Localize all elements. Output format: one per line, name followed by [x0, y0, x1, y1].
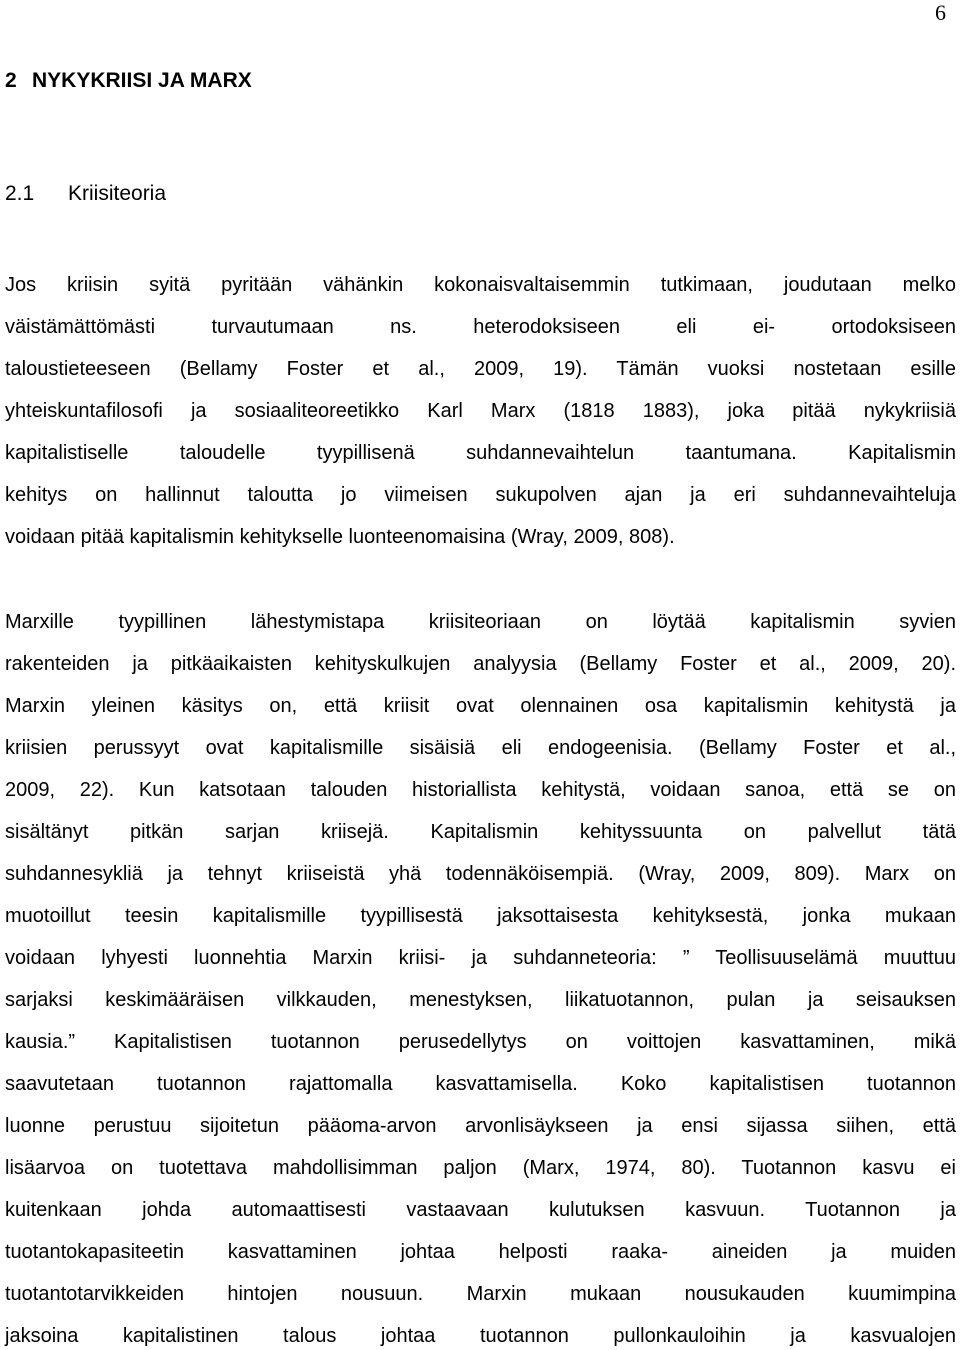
text-line: tuotantokapasiteetin kasvattaminen johtaa helposti raaka- aineiden ja muiden	[5, 1241, 956, 1263]
page-number: 6	[935, 0, 946, 25]
text-line: saavutetaan tuotannon rajattomalla kasvattamisella. Koko kapitalistisen tuotannon	[5, 1073, 956, 1095]
text-line: väistämättömästi turvautumaan ns. heterodoksiseen eli ei- ortodoksiseen	[5, 316, 956, 338]
text-line: kehitys on hallinnut taloutta jo viimeisen sukupolven ajan ja eri suhdannevaihteluja	[5, 484, 956, 506]
text-line: suhdannesykliä ja tehnyt kriiseistä yhä todennäköisempiä. (Wray, 2009, 809). Marx on	[5, 863, 956, 885]
text-line: yhteiskuntafilosofi ja sosiaaliteoreetikko Karl Marx (1818 1883), joka pitää nykykriisiä	[5, 400, 956, 422]
section-title: Kriisiteoria	[68, 182, 167, 205]
text-line: taloustieteeseen (Bellamy Foster et al., 2009, 19). Tämän vuoksi nostetaan esille	[5, 358, 956, 380]
text-line: sisältänyt pitkän sarjan kriisejä. Kapitalismin kehityssuunta on palvellut tätä	[5, 821, 956, 843]
text-line: voidaan pitää kapitalismin kehitykselle luonteenomaisina (Wray, 2009, 808).	[5, 526, 675, 548]
text-line: sarjaksi keskimääräisen vilkkauden, menestyksen, liikatuotannon, pulan ja seisauksen	[5, 989, 956, 1011]
text-line: Marxin yleinen käsitys on, että kriisit ovat olennainen osa kapitalismin kehitystä ja	[5, 695, 956, 717]
text-line: Jos kriisin syitä pyritään vähänkin kokonaisvaltaisemmin tutkimaan, joudutaan melko	[5, 274, 956, 296]
chapter-number: 2	[5, 69, 17, 92]
text-line: kuitenkaan johda automaattisesti vastaavaan kulutuksen kasvuun. Tuotannon ja	[5, 1199, 956, 1221]
text-line: kriisien perussyyt ovat kapitalismille sisäisiä eli endogeenisia. (Bellamy Foster et al.,	[5, 737, 956, 759]
text-line: tuotantotarvikkeiden hintojen nousuun. Marxin mukaan nousukauden kuumimpina	[5, 1283, 956, 1305]
chapter-title: NYKYKRIISI JA MARX	[32, 69, 252, 92]
text-line: voidaan lyhyesti luonnehtia Marxin kriisi- ja suhdanneteoria: ” Teollisuuselämä muuttuu	[5, 947, 956, 969]
text-line: lisäarvoa on tuotettava mahdollisimman paljon (Marx, 1974, 80). Tuotannon kasvu ei	[5, 1157, 956, 1179]
text-line: 2009, 22). Kun katsotaan talouden historiallista kehitystä, voidaan sanoa, että se on	[5, 779, 956, 801]
section-heading	[5, 183, 166, 204]
chapter-heading	[5, 70, 252, 91]
text-line: luonne perustuu sijoitetun pääoma-arvon arvonlisäykseen ja ensi sijassa siihen, että	[5, 1115, 956, 1137]
text-line: muotoillut teesin kapitalismille tyypillisestä jaksottaisesta kehityksestä, jonka mukaan	[5, 905, 956, 927]
text-line: kapitalistiselle taloudelle tyypillisenä suhdannevaihtelun taantumana. Kapitalismin	[5, 442, 956, 464]
text-line: Marxille tyypillinen lähestymistapa kriisiteoriaan on löytää kapitalismin syvien	[5, 611, 956, 633]
text-line: kausia.” Kapitalistisen tuotannon perusedellytys on voittojen kasvattaminen, mikä	[5, 1031, 956, 1053]
text-line: jaksoina kapitalistinen talous johtaa tuotannon pullonkauloihin ja kasvualojen	[5, 1325, 956, 1347]
text-line: rakenteiden ja pitkäaikaisten kehityskulkujen analyysia (Bellamy Foster et al., 2009, 20).	[5, 653, 956, 675]
section-number: 2.1	[5, 182, 35, 205]
